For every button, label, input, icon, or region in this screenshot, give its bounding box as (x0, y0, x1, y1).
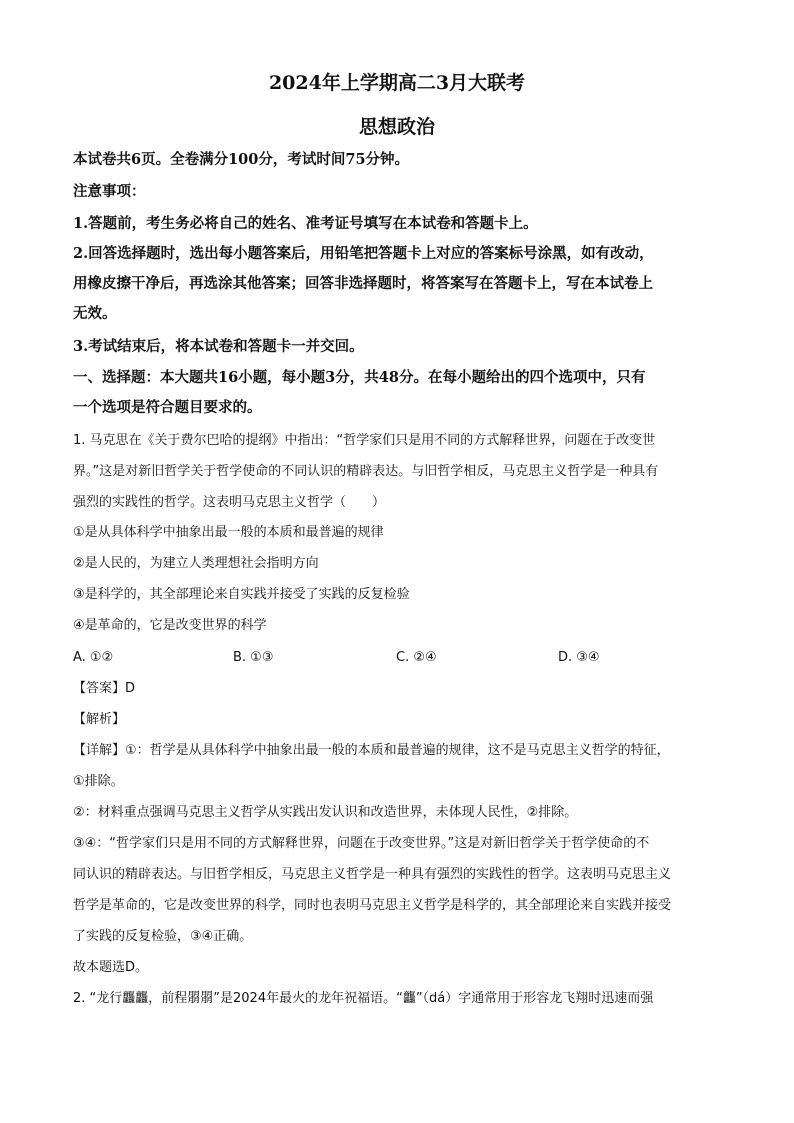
question-1-detail-line-7: 了实践的反复检验，③④正确。 (73, 929, 253, 944)
question-1-detail-line-6: 哲学是革命的，它是改变世界的科学，同时也表明马克思主义哲学是科学的，其全部理论来自实践并接受 (73, 898, 672, 913)
question-1-stem-line-3: 强烈的实践性的哲学。这表明马克思主义哲学（ ） (73, 495, 386, 510)
answer-tag: 【答案】 (73, 681, 126, 696)
notice-item-2-line-3: 无效。 (73, 305, 117, 322)
question-1-option-b: B. ①③ (233, 650, 274, 665)
question-1-detail-line-4: ③④：“哲学家们只是用不同的方式解释世界，问题在于改变世界。”这是对新旧哲学关于哲学使命的不 (73, 836, 650, 851)
exam-title: 2024年上学期高二3月大联考 (268, 72, 526, 94)
notice-item-2-line-2: 用橡皮擦干净后，再选涂其他答案；回答非选择题时，将答案写在答题卡上，写在本试卷上 (73, 275, 653, 292)
answer-value: D (125, 681, 136, 696)
question-1-option-c: C. ②④ (396, 650, 437, 665)
detail-tag: 【详解】 (73, 743, 126, 758)
question-2-stem-line-1: 2. “龙行龘龘，前程朤朤”是2024年最火的龙年祝福语。“龘”（dá）字通常用于形容龙飞翔时迅速而强 (73, 991, 654, 1006)
notice-item-3: 3.考试结束后，将本试卷和答题卡一并交回。 (73, 338, 364, 355)
question-1-statement-1: ①是从具体科学中抽象出最一般的本质和最普遍的规律 (73, 525, 384, 540)
exam-summary: 本试卷共6页。全卷满分100分，考试时间75分钟。 (73, 151, 410, 168)
section-1-heading-line-2: 一个选项是符合题目要求的。 (73, 399, 262, 416)
question-1-stem-line-2: 界。”这是对新旧哲学关于哲学使命的不同认识的精辟表达。与旧哲学相反，马克思主义哲学是一种具有 (73, 464, 659, 479)
question-1-detail-line-3: ②：材料重点强调马克思主义哲学从实践出发认识和改造世界，未体现人民性，②排除。 (73, 805, 578, 820)
question-1-statement-2: ②是人民的，为建立人类理想社会指明方向 (73, 556, 319, 571)
question-1-conclusion: 故本题选D。 (73, 960, 149, 975)
question-1-option-d: D. ③④ (558, 650, 600, 665)
question-1-option-a: A. ①② (73, 650, 114, 665)
section-1-heading-line-1: 一、选择题：本大题共16小题，每小题3分，共48分。在每小题给出的四个选项中，只有 (73, 369, 646, 386)
notice-item-2-line-1: 2.回答选择题时，选出每小题答案后，用铅笔把答题卡上对应的答案标号涂黑，如有改动， (73, 245, 654, 262)
question-1-detail-line-1 (73, 741, 723, 761)
question-1-analysis-tag: 【解析】 (73, 712, 126, 727)
detail-text: ①：哲学是从具体科学中抽象出最一般的本质和最普遍的规律，这不是马克思主义哲学的特征， (125, 743, 670, 758)
subject-title: 思想政治 (358, 116, 435, 138)
question-1-statement-4: ④是革命的，它是改变世界的科学 (73, 618, 267, 633)
question-1-answer (73, 679, 723, 699)
question-1-stem-line-1: 1. 马克思在《关于费尔巴哈的提纲》中指出：“哲学家们只是用不同的方式解释世界，问题在于改变世 (73, 433, 656, 448)
question-1-statement-3: ③是科学的，其全部理论来自实践并接受了实践的反复检验 (73, 587, 410, 602)
question-1-detail-line-5: 同认识的精辟表达。与旧哲学相反，马克思主义哲学是一种具有强烈的实践性的哲学。这表明马克思主义 (73, 867, 672, 882)
notice-heading: 注意事项： (73, 183, 146, 200)
notice-item-1: 1.答题前，考生务必将自己的姓名、准考证号填写在本试卷和答题卡上。 (73, 215, 538, 232)
question-1-detail-line-2: ①排除。 (73, 774, 124, 789)
